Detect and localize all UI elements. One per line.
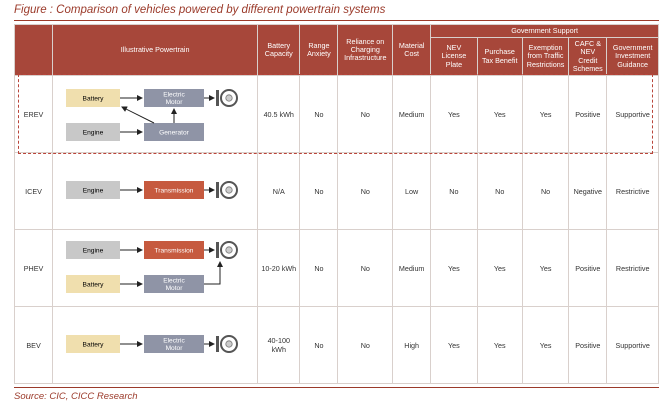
cell-range-anxiety: No (300, 153, 338, 230)
generator-label: Generator (158, 129, 189, 137)
source-rule (14, 387, 659, 388)
powertrain-diagram-bev (53, 307, 258, 384)
cell-gov-invest: Restrictive (607, 230, 659, 307)
powertrain-diagram-icev (53, 153, 258, 230)
cell-nev-plate: Yes (431, 307, 477, 384)
header-government-support: Government Support (431, 25, 659, 38)
battery-label: Battery (82, 281, 104, 289)
battery-label: Battery (82, 341, 104, 349)
cell-cafc: Positive (569, 230, 607, 307)
cell-cafc: Negative (569, 153, 607, 230)
cell-exemption: No (522, 153, 568, 230)
motor-label: Electric Motor (162, 91, 185, 106)
cell-exemption: Yes (522, 76, 568, 153)
motor-label: Electric Motor (162, 337, 185, 352)
powertrain-diagram-phev (53, 230, 258, 307)
header-purchase-tax: Purchase Tax Benefit (477, 38, 522, 76)
cell-reliance: No (338, 307, 393, 384)
cell-battery-capacity: N/A (258, 153, 300, 230)
engine-label: Engine (82, 129, 103, 137)
row-label: PHEV (15, 230, 53, 307)
powertrain-diagram-erev (53, 76, 258, 153)
cell-nev-plate: No (431, 153, 477, 230)
battery-label: Battery (82, 95, 104, 103)
table-row-bev (15, 307, 659, 384)
cell-cafc: Positive (569, 307, 607, 384)
header-nev-plate: NEV License Plate (431, 38, 477, 76)
cell-purchase-tax: Yes (477, 230, 522, 307)
title-rule (14, 20, 659, 21)
table-row-erev (15, 76, 659, 153)
cell-battery-capacity: 10-20 kWh (258, 230, 300, 307)
cell-reliance: No (338, 76, 393, 153)
header-powertrain: Illustrative Powertrain (53, 25, 258, 76)
cell-exemption: Yes (522, 307, 568, 384)
cell-material-cost: Medium (393, 76, 431, 153)
cell-material-cost: High (393, 307, 431, 384)
row-label: ICEV (15, 153, 53, 230)
cell-battery-capacity: 40-100 kWh (258, 307, 300, 384)
cell-purchase-tax: Yes (477, 76, 522, 153)
cell-cafc: Positive (569, 76, 607, 153)
row-label: EREV (15, 76, 53, 153)
engine-label: Engine (82, 187, 103, 195)
header-range-anxiety: Range Anxiety (300, 25, 338, 76)
engine-label: Engine (82, 247, 103, 255)
cell-purchase-tax: Yes (477, 307, 522, 384)
cell-nev-plate: Yes (431, 230, 477, 307)
header-gov-invest: Government Investment Guidance (607, 38, 659, 76)
cell-purchase-tax: No (477, 153, 522, 230)
table-row-phev (15, 230, 659, 307)
header-exemption: Exemption from Traffic Restrictions (522, 38, 568, 76)
header-reliance: Reliance on Charging Infrastructure (338, 25, 393, 76)
transmission-label: Transmission (154, 247, 194, 255)
cell-gov-invest: Restrictive (607, 153, 659, 230)
cell-gov-invest: Supportive (607, 307, 659, 384)
transmission-label: Transmission (154, 187, 194, 195)
wheel-icon (216, 182, 237, 198)
header-material-cost: Material Cost (393, 25, 431, 76)
cell-nev-plate: Yes (431, 76, 477, 153)
wheel-icon (216, 90, 237, 106)
motor-label: Electric Motor (162, 277, 185, 292)
header-rowlabel (15, 25, 53, 76)
header-cafc: CAFC & NEV Credit Schemes (569, 38, 607, 76)
cell-battery-capacity: 40.5 kWh (258, 76, 300, 153)
wheel-icon (216, 336, 237, 352)
cell-range-anxiety: No (300, 76, 338, 153)
wheel-icon (216, 242, 237, 258)
table-row-icev (15, 153, 659, 230)
cell-range-anxiety: No (300, 230, 338, 307)
figure-title: Figure : Comparison of vehicles powered by different powertrain systems (14, 4, 386, 16)
cell-range-anxiety: No (300, 307, 338, 384)
cell-material-cost: Medium (393, 230, 431, 307)
source-note: Source: CIC, CICC Research (14, 391, 138, 402)
row-label: BEV (15, 307, 53, 384)
cell-reliance: No (338, 230, 393, 307)
cell-exemption: Yes (522, 230, 568, 307)
cell-reliance: No (338, 153, 393, 230)
header-battery-capacity: Battery Capacity (258, 25, 300, 76)
cell-material-cost: Low (393, 153, 431, 230)
comparison-table (14, 24, 659, 384)
cell-gov-invest: Supportive (607, 76, 659, 153)
